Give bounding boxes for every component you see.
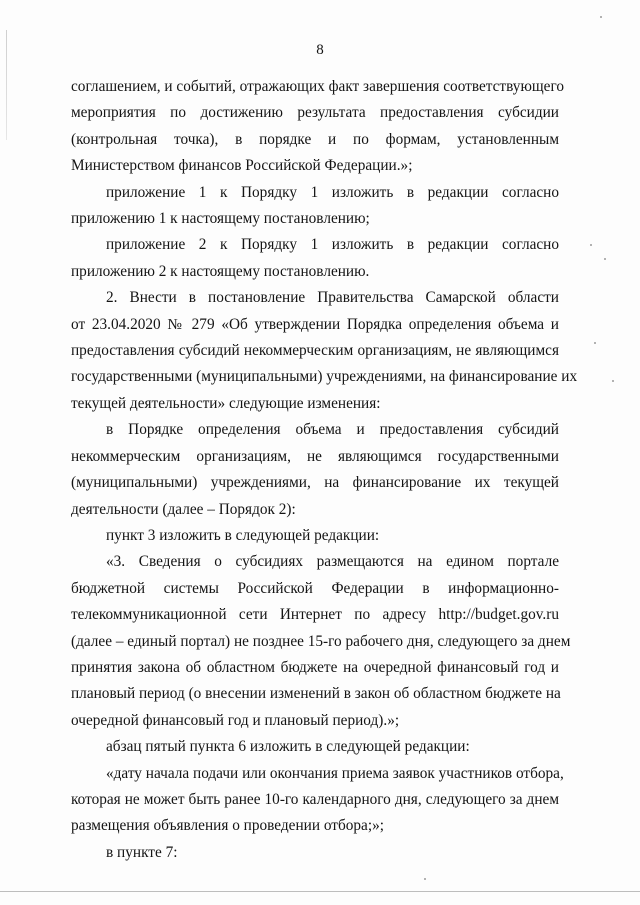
text-line: приложению 2 к настоящему постановлению. xyxy=(71,262,370,280)
text-line: приложение 1 к Порядку 1 изложить в редакции согласно xyxy=(106,183,559,201)
scan-speck xyxy=(590,244,592,246)
text-line: деятельности (далее – Порядок 2): xyxy=(71,500,296,518)
text-line: от 23.04.2020 № 279 «Об утверждении Порядка определения объема и xyxy=(71,315,559,333)
text-line: (далее – единый портал) не позднее 15-го рабочего дня, следующего за днем xyxy=(71,632,571,650)
text-line: абзац пятый пункта 6 изложить в следующей редакции: xyxy=(106,738,470,756)
paragraph-item-2 xyxy=(71,285,578,417)
text-line: текущей деятельности» следующие изменения: xyxy=(71,394,381,412)
scan-speck xyxy=(612,380,614,382)
text-line: 2. Внести в постановление Правительства Самарской области xyxy=(106,289,559,307)
text-line: пункт 3 изложить в следующей редакции: xyxy=(106,526,380,544)
paragraph-appendix-1 xyxy=(71,180,559,233)
text-line: государственными (муниципальными) учреждениями, на финансирование их xyxy=(71,368,578,386)
text-line: размещения объявления о проведении отбора;»; xyxy=(71,817,384,835)
text-line: (муниципальными) учреждениями, на финансирование их текущей xyxy=(71,474,559,492)
scan-speck xyxy=(424,878,426,880)
paragraph-item-6-intro xyxy=(71,734,559,760)
text-line: приложению 1 к настоящему постановлению; xyxy=(71,210,370,228)
text-line: очередной финансовый год и плановый период).»; xyxy=(71,711,400,729)
text-line: которая не может быть ранее 10-го календарного дня, следующего за днем xyxy=(71,790,559,808)
text-line: «3. Сведения о субсидиях размещаются на едином портале xyxy=(106,553,559,571)
text-line: бюджетной системы Российской Федерации в информационно- xyxy=(71,579,559,597)
scan-speck xyxy=(600,16,602,18)
scan-speck xyxy=(604,258,606,260)
text-line: принятия закона об областном бюджете на очередной финансовый год и xyxy=(71,658,559,676)
paragraph-continuation xyxy=(71,74,564,180)
text-line: соглашением, и событий, отражающих факт завершения соответствующего xyxy=(71,78,564,95)
paragraph-appendix-2 xyxy=(71,232,559,285)
text-line: предоставления субсидий некоммерческим организациям, не являющимся xyxy=(71,342,559,360)
text-line: мероприятия по достижению результата предоставления субсидии xyxy=(71,104,559,122)
paragraph-item-3-text xyxy=(71,549,571,734)
text-line: в пункте 7: xyxy=(106,843,178,861)
text-line: приложение 2 к Порядку 1 изложить в редакции согласно xyxy=(106,236,559,254)
paragraph-item-3-intro xyxy=(71,523,559,549)
text-line: плановый период (о внесении изменений в закон об областном бюджете на xyxy=(71,685,561,703)
paragraph-item-7-intro xyxy=(71,840,559,866)
paragraph-item-6-text xyxy=(71,761,564,840)
text-line: (контрольная точка), в порядке и по формам, установленным xyxy=(71,130,559,148)
document-body xyxy=(71,74,578,866)
text-line: в Порядке определения объема и предоставления субсидий xyxy=(106,421,559,439)
text-line: «дату начала подачи или окончания приема заявок участников отбора, xyxy=(106,764,564,782)
text-line: некоммерческим организациям, не являющимся государственными xyxy=(71,447,559,465)
paragraph-procedure-2 xyxy=(71,417,559,523)
text-line: телекоммуникационной сети Интернет по адресу http://budget.gov.ru xyxy=(71,606,559,624)
page-number: 8 xyxy=(316,42,324,58)
text-line: Министерством финансов Российской Федерации.»; xyxy=(71,157,413,175)
scan-bottom-edge xyxy=(0,891,640,892)
scan-speck xyxy=(594,342,596,344)
